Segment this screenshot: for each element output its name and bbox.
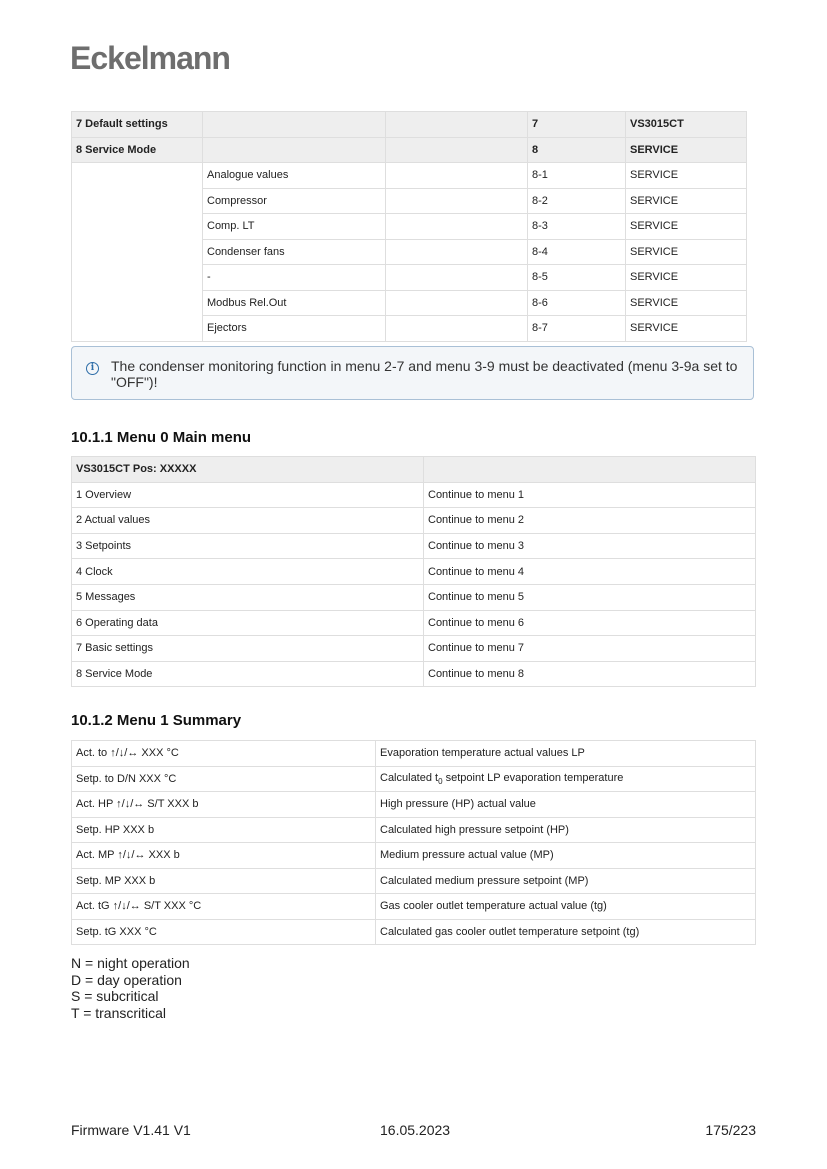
table-cell: 8 Service Mode xyxy=(72,137,203,163)
table-cell xyxy=(386,265,528,291)
table-cell: 8-4 xyxy=(528,239,626,265)
table-cell: Setp. to D/N XXX °C xyxy=(72,766,376,792)
table-cell: 4 Clock xyxy=(72,559,424,585)
table-row xyxy=(72,584,756,610)
table-cell: 8-1 xyxy=(528,163,626,189)
table-cell: 7 Basic settings xyxy=(72,636,424,662)
table-cell xyxy=(386,137,528,163)
table-cell: 3 Setpoints xyxy=(72,533,424,559)
table-row xyxy=(72,533,756,559)
table-row xyxy=(72,661,756,687)
table-cell xyxy=(386,214,528,240)
section-heading-menu0: 10.1.1 Menu 0 Main menu xyxy=(71,429,252,446)
table-cell: 7 xyxy=(528,112,626,138)
table-cell: Continue to menu 5 xyxy=(424,584,756,610)
table-cell xyxy=(386,188,528,214)
table-cell: 8 xyxy=(528,137,626,163)
table-cell: Continue to menu 4 xyxy=(424,559,756,585)
table-row xyxy=(72,457,756,483)
legend-item: D = day operation xyxy=(71,971,182,988)
table-cell: SERVICE xyxy=(626,137,747,163)
info-icon: i xyxy=(86,362,99,375)
footer-firmware: Firmware V1.41 V1 xyxy=(71,1122,191,1138)
table-cell xyxy=(386,239,528,265)
table-cell: VS3015CT xyxy=(626,112,747,138)
table-row xyxy=(72,919,756,945)
legend-item: T = transcritical xyxy=(71,1004,167,1021)
table-cell: 7 Default settings xyxy=(72,112,203,138)
desc-suffix: setpoint LP evaporation temperature xyxy=(442,771,624,784)
table-cell: Medium pressure actual value (MP) xyxy=(376,843,756,869)
section-heading-menu1: 10.1.2 Menu 1 Summary xyxy=(71,712,242,729)
table-row xyxy=(72,792,756,818)
table-cell: 8-2 xyxy=(528,188,626,214)
table-cell: SERVICE xyxy=(626,265,747,291)
table-cell: Act. to ↑/↓/↔ XXX °C xyxy=(72,741,376,767)
table-cell: 6 Operating data xyxy=(72,610,424,636)
table-cell: SERVICE xyxy=(626,163,747,189)
table-cell: Continue to menu 6 xyxy=(424,610,756,636)
table-cell: Act. tG ↑/↓/↔ S/T XXX °C xyxy=(72,894,376,920)
table-row xyxy=(72,559,756,585)
table-cell: Act. MP ↑/↓/↔ XXX b xyxy=(72,843,376,869)
table-cell: SERVICE xyxy=(626,239,747,265)
table-cell: 2 Actual values xyxy=(72,508,424,534)
table-row xyxy=(72,610,756,636)
table-row xyxy=(72,843,756,869)
eckelmann-logo: Eckelmann xyxy=(70,40,230,76)
table-cell xyxy=(386,112,528,138)
table-row xyxy=(72,868,756,894)
table-cell: Setp. MP XXX b xyxy=(72,868,376,894)
table-cell-spanned xyxy=(72,163,203,342)
table-cell: Continue to menu 2 xyxy=(424,508,756,534)
table-cell xyxy=(386,316,528,342)
table-cell: Continue to menu 8 xyxy=(424,661,756,687)
legend xyxy=(71,955,190,1021)
table-row xyxy=(72,112,747,138)
table-cell: Condenser fans xyxy=(203,239,386,265)
table-cell xyxy=(424,457,756,483)
table-cell xyxy=(386,290,528,316)
legend-item: N = night operation xyxy=(71,955,190,971)
table-cell: Calculated high pressure setpoint (HP) xyxy=(376,817,756,843)
table-cell: Act. HP ↑/↓/↔ S/T XXX b xyxy=(72,792,376,818)
table-cell: 8-5 xyxy=(528,265,626,291)
table-cell: Comp. LT xyxy=(203,214,386,240)
table-cell: 1 Overview xyxy=(72,482,424,508)
legend-item: S = subcritical xyxy=(71,988,159,1004)
info-text: The condenser monitoring function in menu 2-7 and menu 3-9 must be deactivated (menu 3-9a set to "OFF")! xyxy=(111,358,738,390)
table-cell: Compressor xyxy=(203,188,386,214)
table-cell: 5 Messages xyxy=(72,584,424,610)
table-row xyxy=(72,766,756,792)
table-cell xyxy=(386,163,528,189)
footer-date: 16.05.2023 xyxy=(380,1122,451,1138)
table-cell: Calculated gas cooler outlet temperature setpoint (tg) xyxy=(376,919,756,945)
table-cell: SERVICE xyxy=(626,290,747,316)
table-row xyxy=(72,508,756,534)
table-cell: Gas cooler outlet temperature actual value (tg) xyxy=(376,894,756,920)
table-cell: Modbus Rel.Out xyxy=(203,290,386,316)
table-cell: Ejectors xyxy=(203,316,386,342)
table-cell: SERVICE xyxy=(626,214,747,240)
table-cell: SERVICE xyxy=(626,316,747,342)
table-cell: Calculated medium pressure setpoint (MP) xyxy=(376,868,756,894)
footer-page-number: 175/223 xyxy=(705,1122,756,1138)
table-row xyxy=(72,894,756,920)
info-note xyxy=(71,346,754,400)
table-row xyxy=(72,741,756,767)
table-row xyxy=(72,163,747,189)
menu0-table xyxy=(71,456,756,687)
table-cell: VS3015CT Pos: XXXXX xyxy=(72,457,424,483)
table-row xyxy=(72,482,756,508)
table-cell: Continue to menu 1 xyxy=(424,482,756,508)
table-cell: High pressure (HP) actual value xyxy=(376,792,756,818)
table-cell: Evaporation temperature actual values LP xyxy=(376,741,756,767)
desc-subscript: 0 xyxy=(438,776,443,786)
table-row xyxy=(72,636,756,662)
table-cell: Analogue values xyxy=(203,163,386,189)
table-cell: 8 Service Mode xyxy=(72,661,424,687)
table-cell xyxy=(376,766,756,792)
table-cell: 8-3 xyxy=(528,214,626,240)
table-cell: Continue to menu 3 xyxy=(424,533,756,559)
settings-table xyxy=(71,111,747,342)
table-cell: Setp. tG XXX °C xyxy=(72,919,376,945)
table-cell xyxy=(203,112,386,138)
table-cell: 8-7 xyxy=(528,316,626,342)
desc-prefix: Calculated t xyxy=(380,771,439,784)
table-row xyxy=(72,137,747,163)
table-cell: Setp. HP XXX b xyxy=(72,817,376,843)
table-cell: SERVICE xyxy=(626,188,747,214)
table-row xyxy=(72,817,756,843)
table-cell: - xyxy=(203,265,386,291)
table-cell xyxy=(203,137,386,163)
menu1-table xyxy=(71,740,756,945)
table-cell: Continue to menu 7 xyxy=(424,636,756,662)
table-cell: 8-6 xyxy=(528,290,626,316)
